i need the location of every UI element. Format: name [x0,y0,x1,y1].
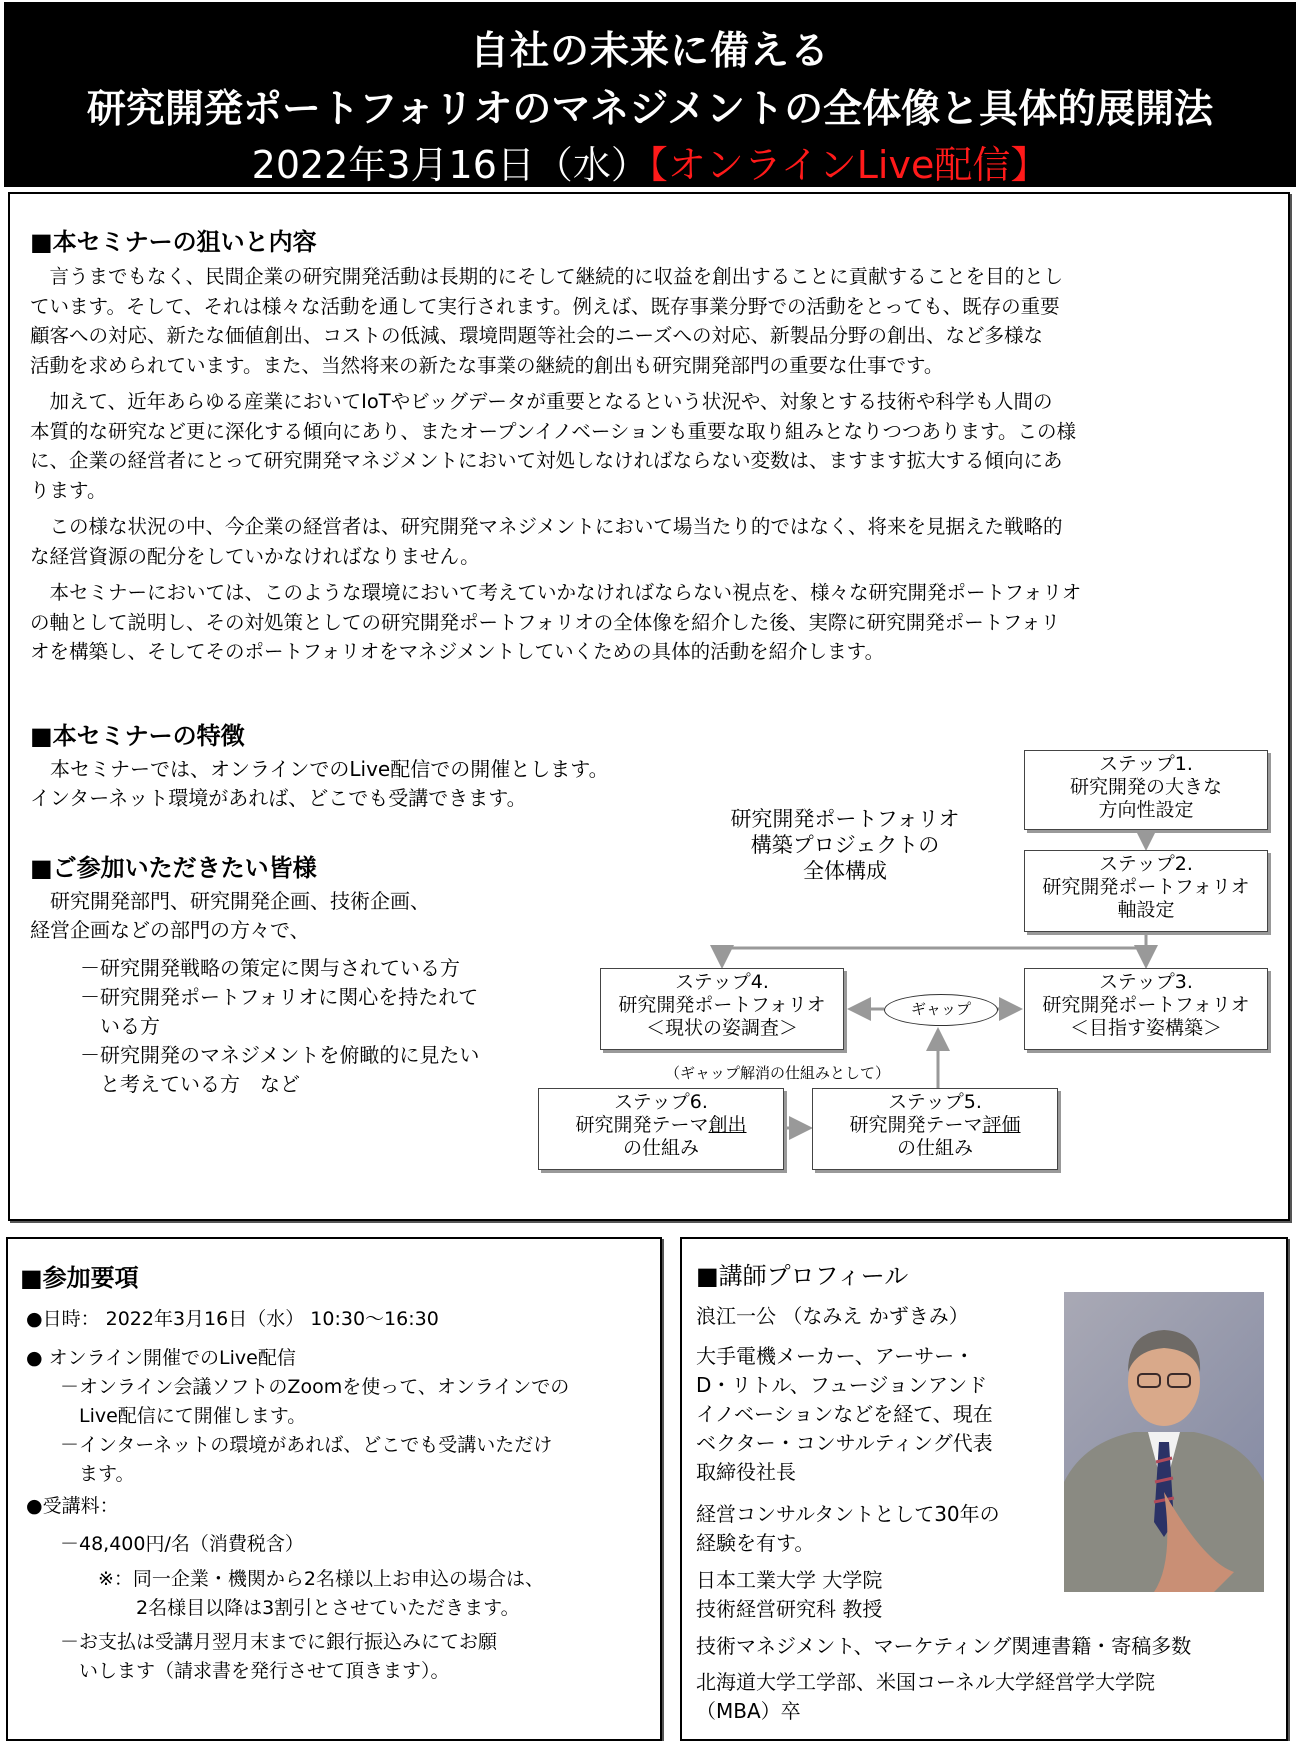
text-line: ステップ6. [614,1091,708,1113]
text-line: 北海道大学工学部、米国コーネル大学経営学大学院 [696,1670,1155,1694]
application-datetime: ●日時： 2022年3月16日（水） 10:30～16:30 [26,1308,439,1330]
header-banner [4,2,1296,187]
text-line: 経営企画などの部門の方々で、 [30,918,310,942]
underlined-keyword: 創出 [708,1114,747,1136]
step-1-box [1024,750,1268,830]
profile-section-title: ■講師プロフィール [696,1262,909,1290]
text-line: いします（請求書を発行させて頂きます）。 [60,1660,450,1682]
text-line: 研究開発の大きな [1069,776,1222,798]
instructor-photo [1064,1292,1264,1592]
text-line: な経営資源の配分をしていかなければなりません。 [30,544,480,568]
application-fee-title: ●受講料： [26,1495,119,1517]
text-line: 日本工業大学 大学院 [696,1568,883,1592]
text-line: ステップ3. [1099,971,1193,993]
text-line: D・リトル、フュージョンアンド [696,1373,988,1397]
text-line: 研究開発ポートフォリオ [618,994,826,1016]
gap-caption: （ギャップ解消の仕組みとして） [665,1064,891,1082]
text-line: 2名様目以降は3割引とさせていただきます。 [98,1597,520,1619]
text-line: ステップ4. [675,971,769,993]
step-6-box [538,1088,784,1170]
text-line: に、企業の経営者にとって研究開発マネジメントにおいて対処しなければならない変数は、ますます拡大する傾向にあ [30,449,1063,472]
audience-section-title: ■ご参加いただきたい皆様 [30,854,317,882]
text-line: －研究開発のマネジメントを俯瞰的に見たい [80,1043,480,1067]
text-line: 大手電機メーカー、アーサー・ [696,1344,975,1368]
text-line: イノベーションなどを経て、現在 [696,1402,993,1426]
text-line: 本セミナーでは、オンラインでのLive配信での開催とします。 [30,757,609,781]
text-line: 経験を有す。 [696,1531,815,1555]
text-line: 研究開発テーマ [849,1114,983,1136]
audience-item [80,983,479,1041]
instructor-name: 浪江一公 （なみえ かずきみ） [696,1304,969,1328]
step-5-box [812,1088,1058,1170]
aim-paragraph-4 [30,578,1081,667]
text-line: 方向性設定 [1098,799,1194,821]
text-line: ステップ5. [888,1091,982,1113]
text-line: 研究開発ポートフォリオ [1042,994,1250,1016]
text-line: オを構築し、そしてそのポートフォリオをマネジメントしていくための具体的活動を紹介します。 [30,640,885,663]
audience-item [80,954,479,983]
text-line: ています。そして、それは様々な活動を通して実行されます。例えば、既存事業分野での活動をとっても、既存の重要 [30,294,1060,318]
text-line: ※：同一企業・機関から2名様以上お申込の場合は、 [98,1568,545,1590]
text-line: 活動を求められています。また、当然将来の新たな事業の継続的創出も研究開発部門の重要な仕事です。 [30,353,944,377]
text-line: 顧客への対応、新たな価値創出、コストの低減、環境問題等社会的ニーズへの対応、新製品分野の創出、など多様な [30,324,1044,347]
underlined-keyword: 評価 [982,1114,1021,1136]
text-line: －お支払は受講月翌月末までに銀行振込みにてお願 [60,1631,498,1653]
application-discount-note [98,1565,544,1623]
text-line: の仕組み [622,1137,699,1159]
text-line: －インターネットの環境があれば、どこでも受講いただけ [60,1434,553,1456]
instructor-education [696,1668,1155,1726]
portrait-illustration [1064,1292,1264,1592]
text-line: インターネット環境があれば、どこでも受講できます。 [30,786,527,810]
application-fee: －48,400円/名（消費税含） [60,1533,304,1555]
text-line: 研究開発ポートフォリオ [730,807,960,831]
aim-paragraph-1 [30,262,1081,380]
text-line: ＜現状の姿調査＞ [645,1017,798,1039]
features-body [30,755,609,813]
header-title: 研究開発ポートフォリオのマネジメントの全体像と具体的展開法 [86,87,1214,132]
text-line: ます。 [60,1463,135,1485]
diagram-title [700,806,990,884]
step-2-box [1024,850,1268,932]
text-line: ベクター・コンサルティング代表 [696,1431,993,1455]
text-line: 本質的な研究など更に深化する傾向にあり、またオープンイノベーションも重要な取り組みとなりつつあります。この様 [30,419,1076,443]
text-line: Live配信にて開催します。 [60,1405,307,1427]
aim-paragraph-3 [30,512,1081,571]
text-line: この様な状況の中、今企業の経営者は、研究開発マネジメントにおいて場当たり的ではなく、将来を見据えた戦略的 [30,515,1063,538]
instructor-experience [696,1500,1000,1558]
header-date: 2022年3月16日（水） [251,143,649,187]
instructor-position [696,1566,882,1624]
audience-item [80,1041,479,1099]
header-subtitle: 自社の未来に備える [469,29,830,74]
text-line: 研究開発テーマ [575,1114,709,1136]
text-line: 取締役社長 [696,1460,796,1484]
audience-intro [30,887,430,945]
text-line: ステップ2. [1099,853,1193,875]
aim-paragraph-2 [30,387,1081,505]
text-line: （MBA）卒 [696,1699,801,1723]
gap-ellipse: ギャップ [884,994,998,1026]
text-line: 全体構成 [803,859,887,883]
text-line: と考えている方 など [80,1072,300,1096]
text-line: の軸として説明し、その対処策としての研究開発ポートフォリオの全体像を紹介した後、実際に研究開発ポートフォリ [30,610,1061,634]
instructor-career [696,1342,993,1487]
instructor-publications: 技術マネジメント、マーケティング関連書籍・寄稿多数 [696,1634,1192,1658]
text-line: 構築プロジェクトの [750,833,940,857]
features-section-title: ■本セミナーの特徴 [30,722,245,750]
text-line: 研究開発部門、研究開発企画、技術企画、 [30,889,430,913]
text-line: ステップ1. [1099,753,1193,775]
text-line: の仕組み [896,1137,973,1159]
text-line: ＜目指す姿構築＞ [1069,1017,1222,1039]
text-line: －研究開発戦略の策定に関与されている方 [80,956,460,980]
text-line: －研究開発ポートフォリオに関心を持たれて [80,985,479,1009]
text-line: 研究開発ポートフォリオ [1042,876,1250,898]
header-format-badge: 【オンラインLive配信】 [648,143,1049,187]
application-online-items [60,1373,569,1489]
text-line: 加えて、近年あらゆる産業においてIoTやビッグデータが重要となるという状況や、対象とする技術や科学も人間の [30,390,1053,413]
text-line: いる方 [80,1014,160,1038]
application-payment [60,1628,497,1686]
text-line: 軸設定 [1117,899,1175,921]
header-date-line [4,134,1296,189]
text-line: ります。 [30,478,107,502]
audience-list [80,954,479,1099]
step-4-box [600,968,844,1050]
text-line: 言うまでもなく、民間企業の研究開発活動は長期的にそして継続的に収益を創出することに貢献することを目的とし [30,265,1064,288]
aim-section-title: ■本セミナーの狙いと内容 [30,228,317,256]
text-line: 技術経営研究科 教授 [696,1597,883,1621]
text-line: 経営コンサルタントとして30年の [696,1502,1000,1526]
application-online-title: ● オンライン開催でのLive配信 [26,1347,296,1369]
aim-section-body [30,262,1081,667]
text-line: 本セミナーにおいては、このような環境において考えていかなければならない視点を、様々な研究開発ポートフォリオ [30,581,1082,604]
step-3-box [1024,968,1268,1050]
application-section-title: ■参加要項 [20,1264,139,1292]
text-line: －オンライン会議ソフトのZoomを使って、オンラインでの [60,1376,570,1398]
